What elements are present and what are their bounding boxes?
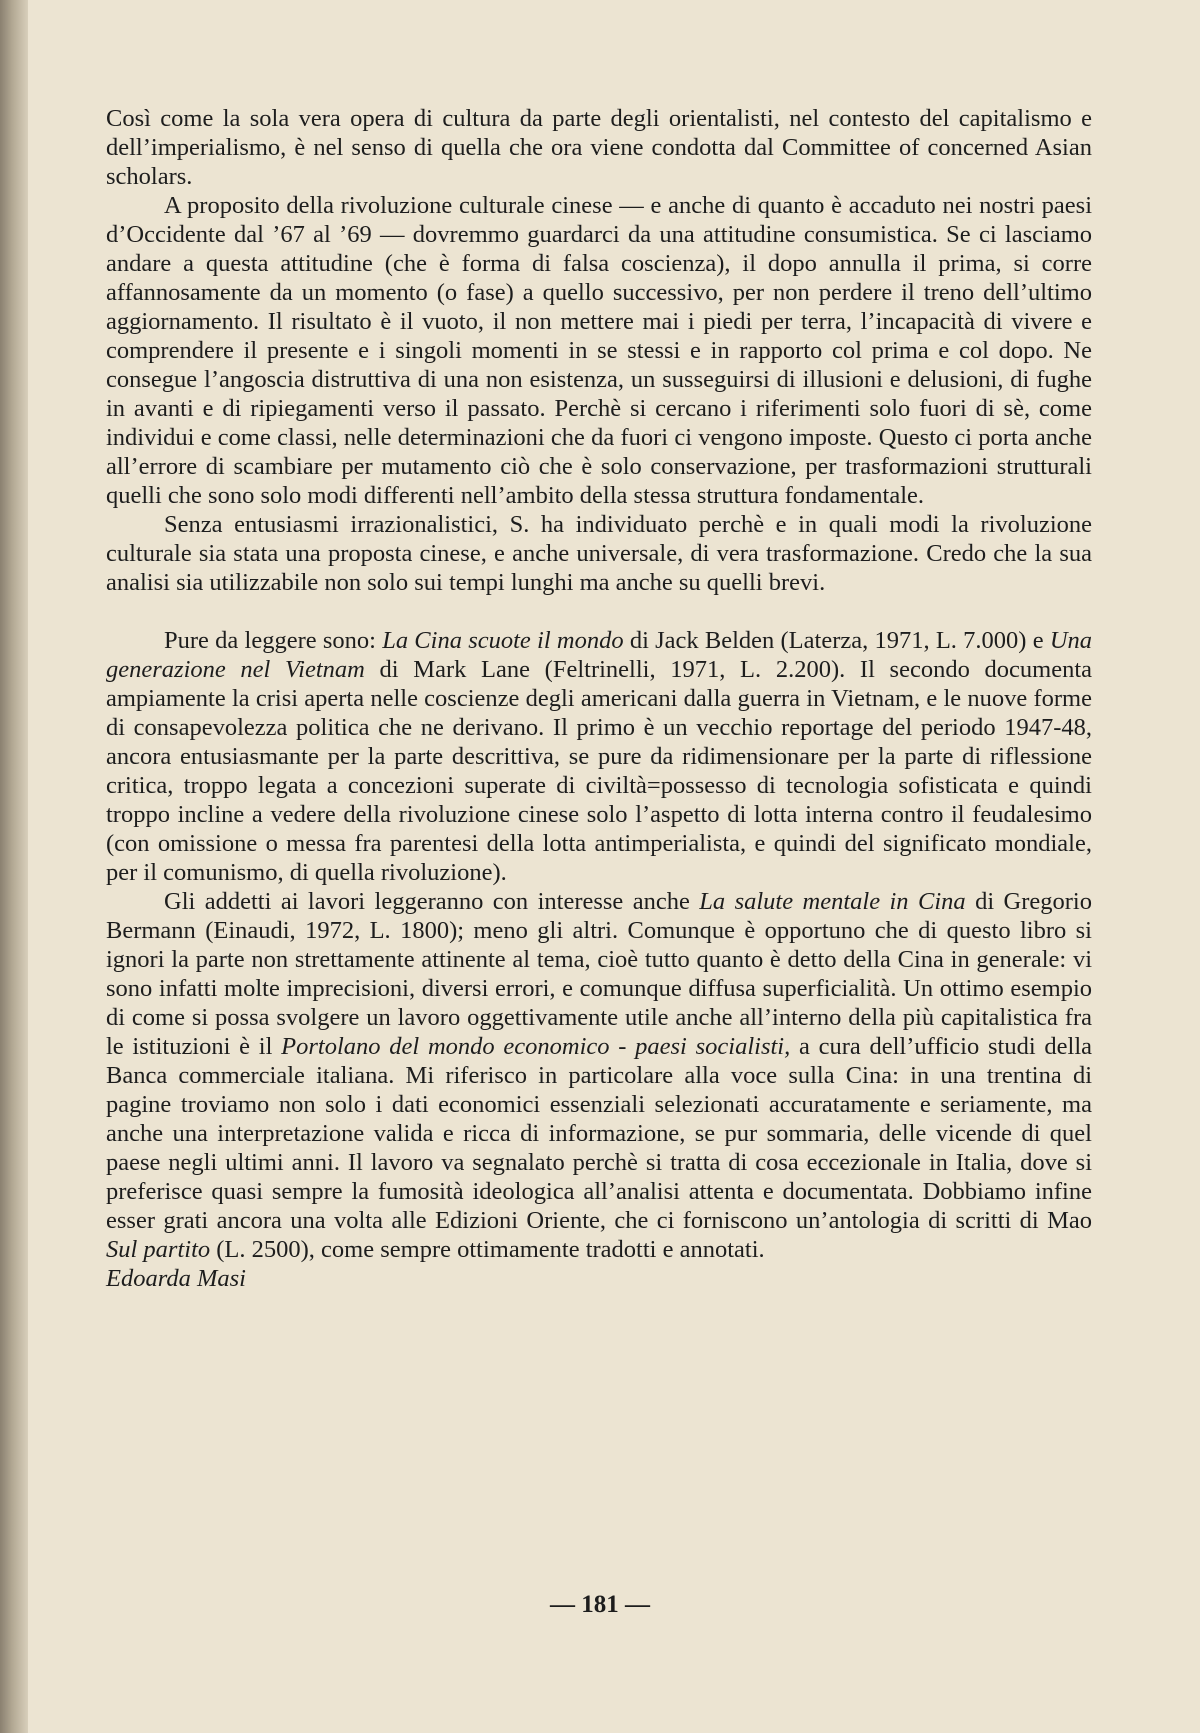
book-title-la-salute-mentale-in-cina: La salute mentale in Cina — [699, 888, 966, 915]
paragraph-4-text-3: di Mark Lane (Feltrinelli, 1971, L. 2.200). Il secondo documenta ampiamente la crisi aperta nelle coscienze degli americani dalla guerra in Vietnam, e le nuove forme di consapevolezza politica che ne derivano. Il primo è un vecchio reportage del periodo 1947-48, ancora entusiasmante per la parte descrittiva, se pure da ridimensionare per la parte di riflessione critica, troppo legata a concezioni superate di civiltà=possesso di tecnologia sofisticata e quindi troppo incline a vedere della rivoluzione cinese solo l’aspetto di lotta interna contro il feudalesimo (con omissione o messa fra parentesi della lotta antimperialista, e quindi del significato mondiale, per il comunismo, di quella rivoluzione). — [106, 656, 1093, 886]
paragraph-5 — [106, 887, 1092, 1264]
page-binding-edge — [0, 0, 28, 1733]
paragraph-2: A proposito della rivoluzione culturale cinese — e anche di quanto è accaduto nei nostri paesi d’Occidente dal ’67 al ’69 — dovremmo guardarci da una attitudine consumistica. Se ci lasciamo andare a questa attitudine (che è forma di falsa coscienza), il dopo annulla il prima, si corre affannosamente da un momento (o fase) a quello successivo, per non perdere il treno dell’ultimo aggiornamento. Il risultato è il vuoto, il non mettere mai i piedi per terra, l’incapacità di vivere e comprendere il presente e i singoli momenti in se stessi e in rapporto col prima e col dopo. Ne consegue l’angoscia distruttiva di una non esistenza, un susseguirsi di illusioni e delusioni, di fughe in avanti e di ripiegamenti verso il passato. Perchè si cercano i riferimenti solo fuori di sè, come individui e come classi, nelle determinazioni che da fuori ci vengono imposte. Questo ci porta anche all’errore di scambiare per mutamento ciò che è solo conservazione, per trasformazioni strutturali quelli che sono solo modi differenti nell’ambito della stessa struttura fondamentale. — [106, 192, 1092, 509]
paragraph-4-text-2: di Jack Belden (Laterza, 1971, L. 7.000) e — [623, 627, 1050, 654]
paragraph-5-text-1: Gli addetti ai lavori leggeranno con interesse anche — [164, 888, 700, 915]
paragraph-5-text-3: a cura dell’ufficio studi della Banca commerciale italiana. Mi riferisco in particolare alla voce sulla Cina: in una trentina di pagine troviamo non solo i dati economici essenziali selezionati accuratamente e seriamente, ma anche una interpretazione valida e ricca di informazione, se pur sommaria, delle vicende di quel paese negli ultimi anni. Il lavoro va segnalato perchè si tratta di cosa eccezionale in Italia, dove si preferisce quasi sempre la fumosità ideologica all’analisi attenta e documentata. Dobbiamo infine esser grati ancora una volta alle Edizioni Oriente, che ci forniscono un’antologia di scritti di Mao — [106, 1033, 1092, 1234]
paragraph-1: Così come la sola vera opera di cultura da parte degli orientalisti, nel contesto del capitalismo e dell’imperialismo, è nel senso di quella che ora viene condotta dal Committee of concerned Asian scholars. — [106, 105, 1092, 190]
page-number: — 181 — — [550, 1591, 650, 1618]
paragraph-5-text-4: (L. 2500), come sempre ottimamente tradotti e annotati. — [210, 1236, 765, 1263]
paragraph-4 — [106, 626, 1092, 887]
author-signature: Edoarda Masi — [106, 1265, 246, 1292]
book-title-una-generazione-nel-vietnam: Una generazione nel Vietnam — [106, 627, 1093, 683]
paragraph-4-text-1: Pure da leggere sono: — [164, 627, 383, 654]
book-title-portolano: Portolano del mondo economico - paesi socialisti, — [281, 1033, 791, 1060]
book-title-la-cina-scuote-il-mondo: La Cina scuote il mondo — [382, 627, 624, 654]
paragraph-3: Senza entusiasmi irrazionalistici, S. ha individuato perchè e in quali modi la rivoluzione culturale sia stata una proposta cinese, e anche universale, di vera trasformazione. Credo che la sua analisi sia utilizzabile non solo sui tempi lunghi ma anche su quelli brevi. — [106, 511, 1092, 596]
paragraph-5-text-2: di Gregorio Bermann (Einaudi, 1972, L. 1800); meno gli altri. Comunque è opportuno che di questo libro si ignori la parte non strettamente attinente al tema, cioè tutto quanto è detto della Cina in generale: vi sono infatti molte imprecisioni, diversi errori, e comunque diffusa superficialità. Un ottimo esempio di come si possa svolgere un lavoro oggettivamente utile anche all’interno della più capitalistica fra le istituzioni è il — [106, 888, 1092, 1060]
article-body — [106, 104, 1092, 1293]
book-title-sul-partito: Sul partito — [106, 1236, 211, 1263]
